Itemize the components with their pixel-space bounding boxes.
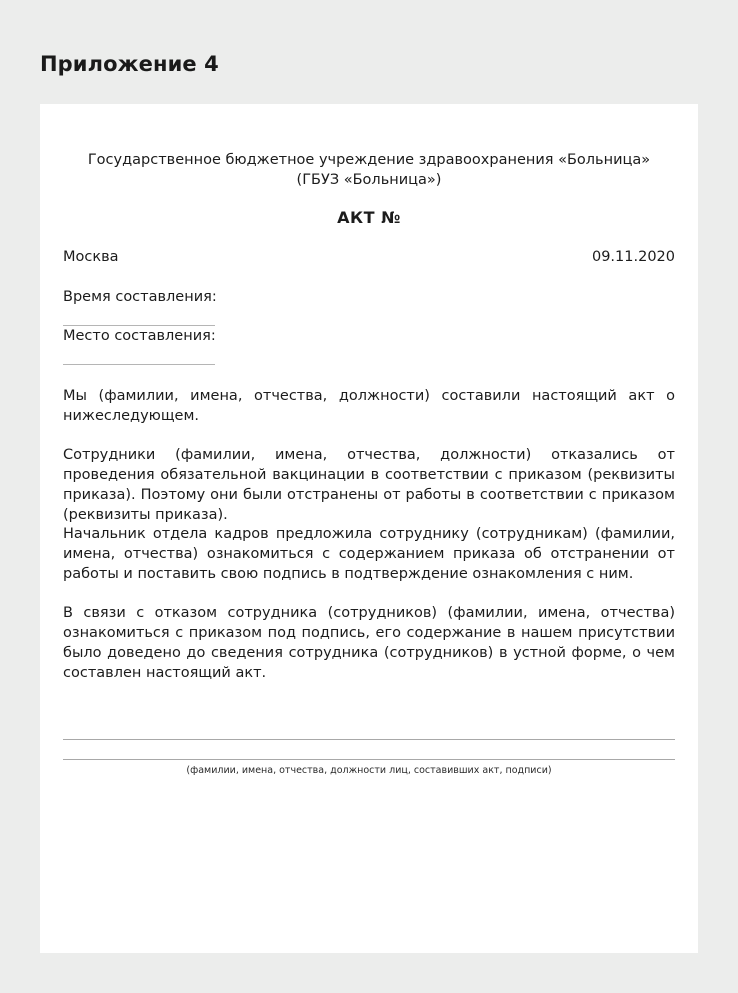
document-sheet: [40, 104, 698, 953]
signature-caption: (фамилии, имена, отчества, должности лиц, составивших акт, подписи): [186, 765, 552, 776]
place-blank-line: [63, 364, 215, 365]
paragraph: Сотрудники (фамилии, имена, отчества, должности) отказались от проведения обязательной вакцинации в соответствии с приказом (реквизиты приказа). Поэтому они были отстранены от работы в соответствии с приказом (реквизиты приказа).: [63, 447, 675, 523]
paragraph: Мы (фамилии, имена, отчества, должности) составили настоящий акт о нижеследующем.: [63, 388, 675, 424]
signature-line: [63, 759, 675, 760]
organization-short-name: (ГБУЗ «Больница»): [296, 172, 442, 188]
document-date: 09.11.2020: [591, 249, 675, 265]
signature-line: [63, 739, 675, 740]
time-label: Время составления:: [63, 289, 217, 305]
page-title: Приложение 4: [40, 52, 219, 76]
time-blank-line: [63, 325, 215, 326]
paragraph: Начальник отдела кадров предложила сотруднику (сотрудникам) (фамилии, имена, отчества) ознакомиться с содержанием приказа об отстранении от работы и поставить свою подпись в подтверждение ознакомления с ним.: [63, 526, 675, 582]
city: Москва: [63, 249, 119, 265]
act-title: АКТ №: [337, 208, 401, 227]
organization-header: [40, 150, 698, 190]
paragraph: В связи с отказом сотрудника (сотрудников) (фамилии, имена, отчества) ознакомиться с приказом под подпись, его содержание в нашем присутствии было доведено до сведения сотрудника (сотрудников) в устной форме, о чем составлен настоящий акт.: [63, 605, 675, 681]
place-label: Место составления:: [63, 328, 216, 344]
organization-full-name: Государственное бюджетное учреждение здравоохранения «Больница»: [87, 152, 651, 168]
